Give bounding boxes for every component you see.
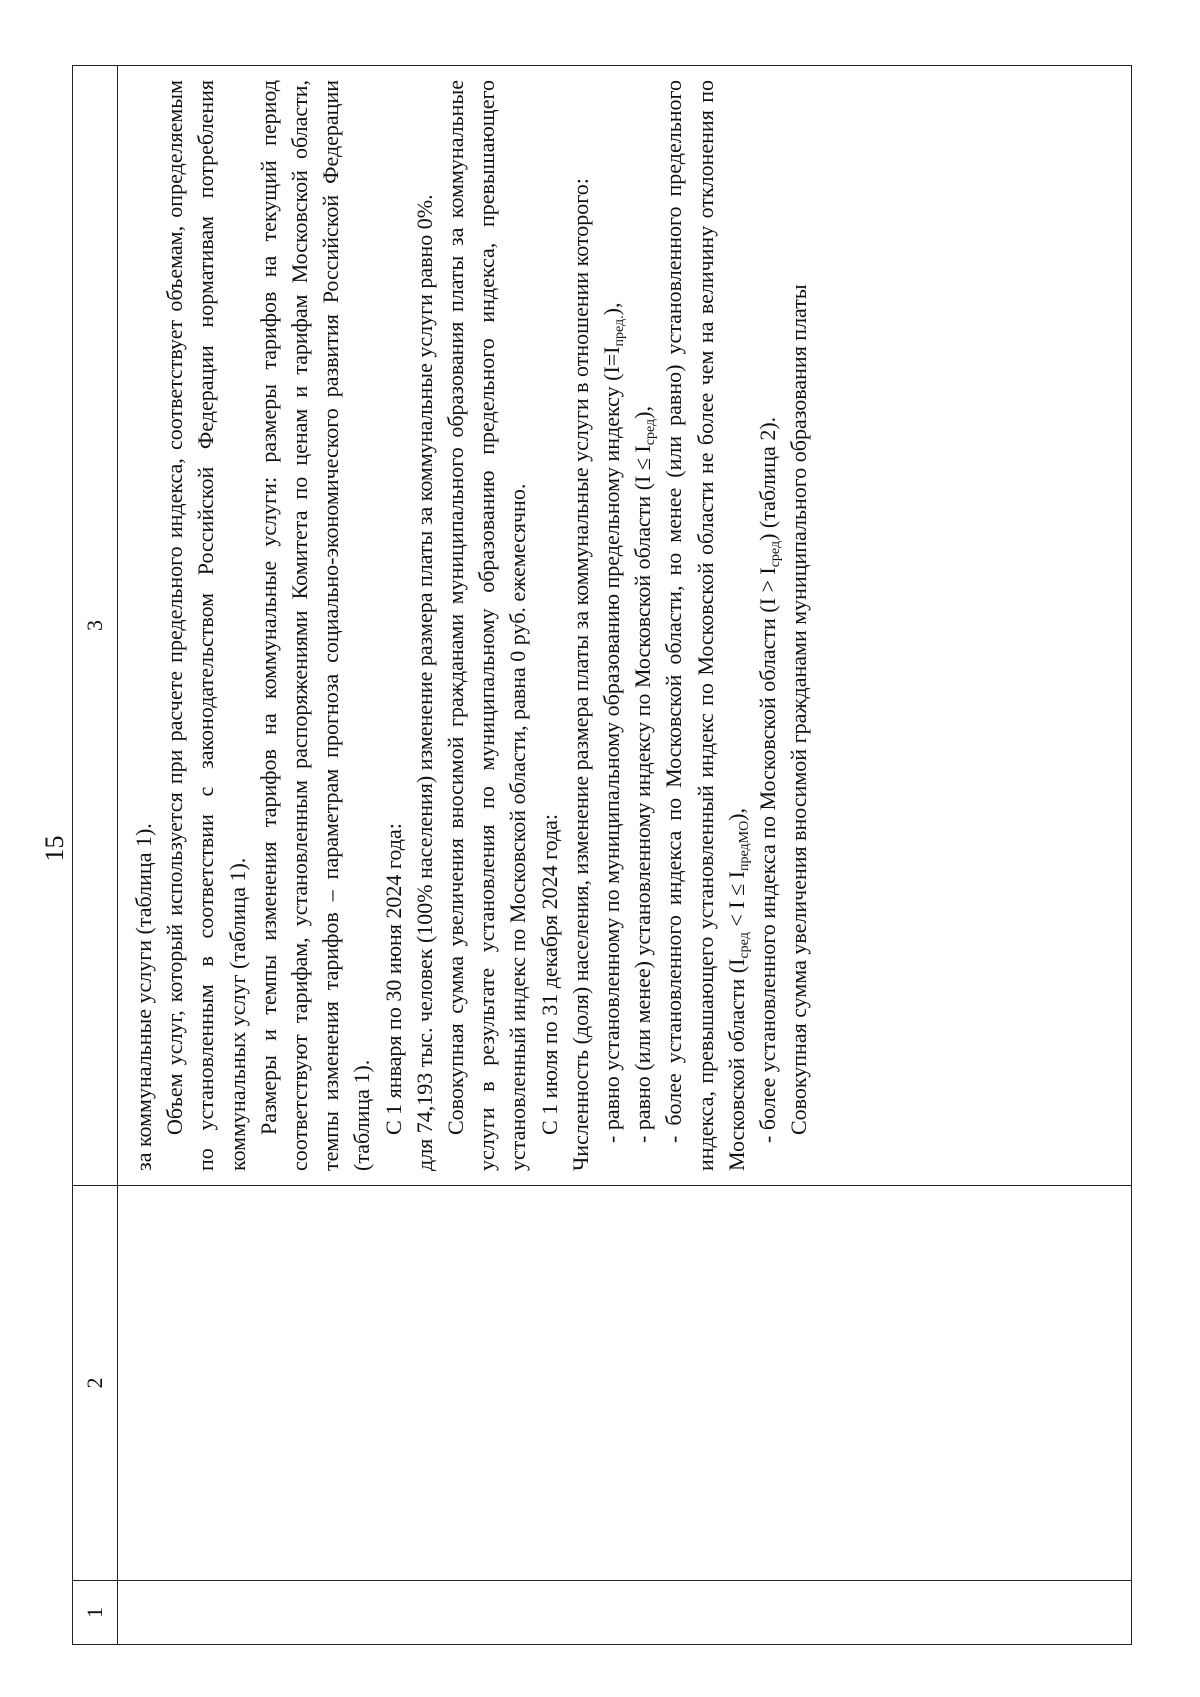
paragraph-text: ) (таблица 2). bbox=[755, 416, 781, 541]
paragraph-text: - более установленного индекса по Московской области (I > I bbox=[755, 567, 781, 1143]
paragraph-text: ), bbox=[630, 406, 656, 419]
paragraph-text: - более установленного индекса по Московской области, но менее (или равно) установленного предельного индекса, превышающего установленный индекс по Московской области не более чем на величину отклонения по Московской области (I bbox=[661, 80, 749, 1171]
paragraph bbox=[752, 80, 783, 1171]
table-header-row bbox=[73, 66, 118, 1645]
cell-column-2 bbox=[118, 1186, 1132, 1581]
paragraph-text: Совокупная сумма увеличения вносимой гражданами муниципального образования платы за коммунальные услуги в результате установления по муниципальному образованию предельного индекса, превышающего установленный индекс по Московской области, равна 0 руб. ежемесячно. bbox=[443, 80, 531, 1171]
paragraph bbox=[440, 80, 534, 1171]
paragraph bbox=[565, 80, 596, 1171]
subscript: пред. bbox=[612, 315, 628, 347]
table-body-row bbox=[118, 66, 1132, 1645]
paragraph bbox=[159, 80, 253, 1171]
paragraph-text: < I ≤ I bbox=[723, 871, 749, 933]
paragraph-text: С 1 июля по 31 декабря 2024 года: bbox=[536, 813, 562, 1135]
paragraph-text: - равно установленному по муниципальному образованию предельному индексу (I=I bbox=[599, 346, 625, 1143]
paragraph-text: Объем услуг, который используется при расчете предельного индекса, соответствует объемам, определяемым по установленным в соответствии с законодательством Российской Федерации нормативам потребления коммунальных услуг (таблица 1). bbox=[162, 80, 250, 1171]
paragraph bbox=[596, 80, 627, 1171]
paragraph bbox=[378, 80, 409, 1171]
paragraph bbox=[783, 80, 814, 1171]
paragraph-text: Численность (доля) населения, изменение размера платы за коммунальные услуги в отношении которого: bbox=[567, 178, 593, 1171]
cell-column-3 bbox=[118, 66, 1132, 1186]
paragraph bbox=[534, 80, 565, 1171]
content-table bbox=[72, 65, 1132, 1645]
paragraph-text: С 1 января по 30 июня 2024 года: bbox=[380, 823, 406, 1135]
paragraph-text: для 74,193 тыс. человек (100% населения) изменение размера платы за коммунальные услуги равно 0%. bbox=[411, 194, 437, 1171]
paragraph bbox=[253, 80, 378, 1171]
cell-column-1 bbox=[118, 1581, 1132, 1645]
cell-column-3-text bbox=[118, 66, 814, 1185]
paragraph bbox=[409, 80, 440, 1171]
paragraph bbox=[128, 80, 159, 1171]
subscript: сред bbox=[643, 418, 659, 446]
paragraph-text: ), bbox=[723, 807, 749, 821]
paragraph-text: за коммунальные услуги (таблица 1). bbox=[131, 823, 156, 1171]
page-number: 15 bbox=[40, 835, 69, 862]
paragraph-text: - равно (или менее) установленному индексу по Московской области (I ≤ I bbox=[630, 445, 656, 1143]
subscript: сред bbox=[736, 932, 752, 959]
column-header-2: 2 bbox=[73, 1186, 118, 1581]
paragraph bbox=[627, 80, 658, 1171]
paragraph bbox=[658, 80, 752, 1171]
subscript: предМО bbox=[736, 820, 752, 872]
paragraph-text: Размеры и темпы изменения тарифов на коммунальные услуги: размеры тарифов на текущий период соответствуют тарифам, установленным распоряжениями Комитета по ценам и тарифам Московской области, темпы изменения тарифов – параметрам прогноза социально-экономического развития Российской Федерации (таблица 1). bbox=[255, 80, 375, 1171]
paragraph-text: ), bbox=[599, 302, 625, 316]
column-header-1: 1 bbox=[73, 1581, 118, 1645]
paragraph-text: Совокупная сумма увеличения вносимой гражданами муниципального образования платы bbox=[786, 284, 812, 1135]
subscript: сред bbox=[768, 540, 784, 568]
column-header-3: 3 bbox=[73, 66, 118, 1186]
